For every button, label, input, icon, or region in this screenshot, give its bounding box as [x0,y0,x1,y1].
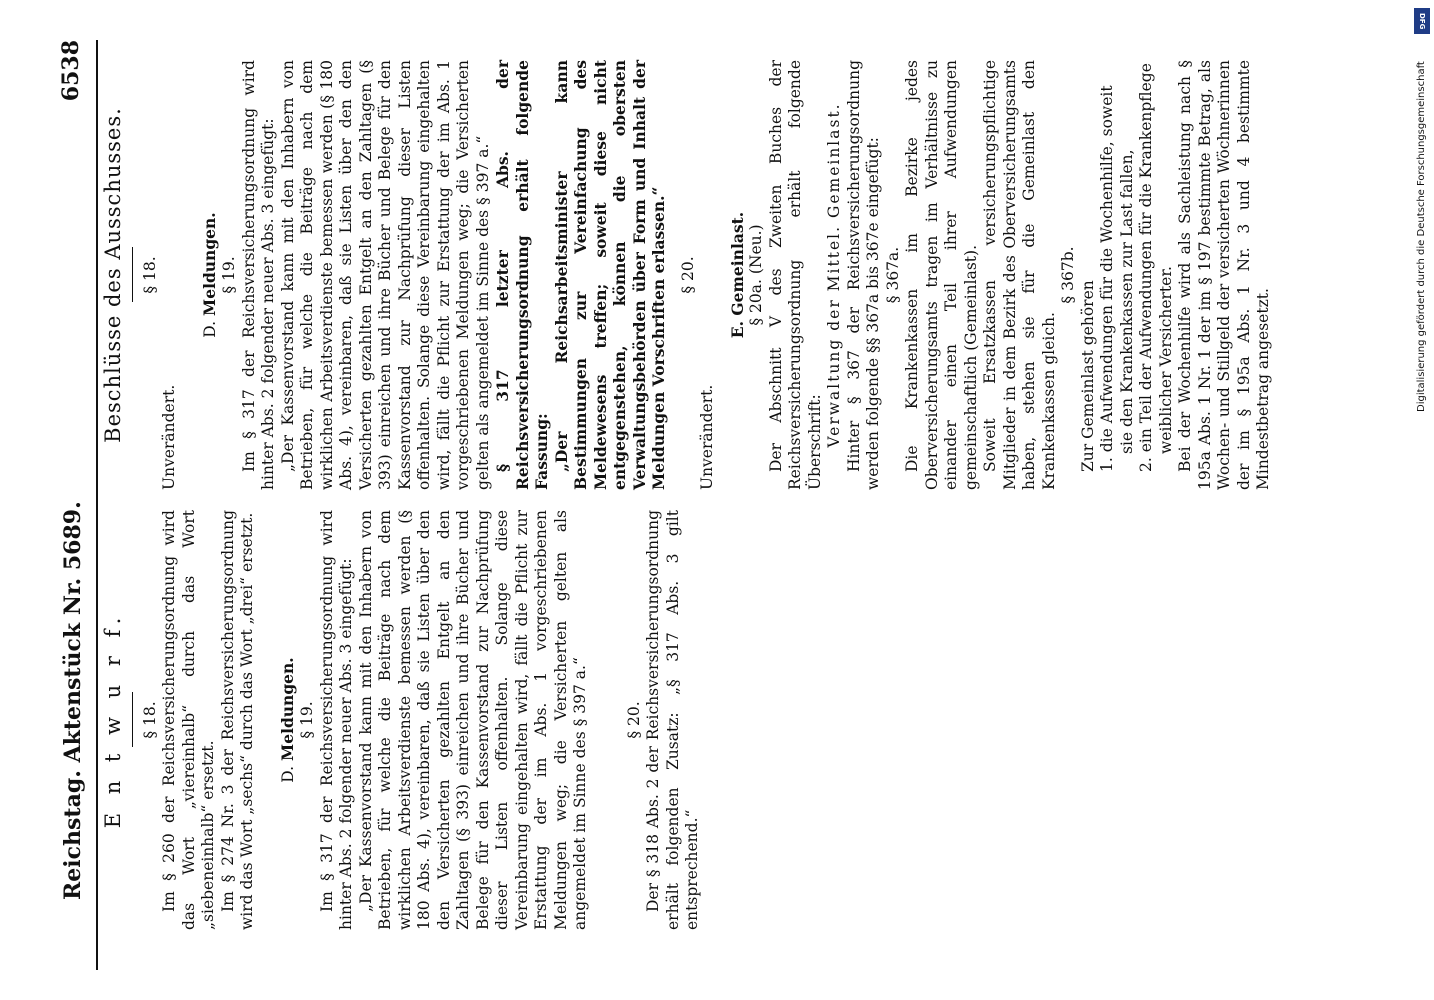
draft-column-title: E n t w u r f. [101,611,125,829]
draft-column [100,510,703,930]
paragraph: Im § 317 der Reichsversicherungsordnung wird hinter Abs. 2 folgender neuer Abs. 3 eingefügt: [317,510,355,930]
section-heading: § 367a. [883,246,902,304]
paragraph: Der § 318 Abs. 2 der Reichsversicherungsordnung erhält folgenden Zusatz: „§ 317 Abs. 3 gilt entsprechend.“ [644,510,701,930]
paragraph: Der Abschnitt V des Zweiten Buches der Reichsversicherungsordnung erhält folgende Überschrift: [766,60,824,490]
section-heading: § 20. [624,701,643,739]
paragraph: Unverändert. [698,384,716,490]
committee-column [100,60,1274,490]
title-rule [132,693,133,748]
paragraph: Bei der Wochenhilfe wird als Sachleistung nach § 195a Abs. 1 Nr. 1 der im § 197 bestimmte Betrag, als Wochen- und Stillgeld der versicherten Wöchnerinnen der im § 195a Abs. 1 Nr. 3 und 4 bestimmte Mindestbetrag angesetzt. [1176,60,1272,490]
part-title: Meldungen. [277,657,297,761]
section-heading: § 18. [140,701,159,739]
part-heading [278,510,299,930]
heading-quote: Verwaltung der Mittel. Gemeinlast. [825,102,843,448]
part-heading [728,60,748,490]
committee-column-title: Beschlüsse des Ausschusses. [101,107,125,443]
page-header [50,40,98,970]
paragraph: Im § 274 Nr. 3 der Reichsversicherungsordnung wird das Wort „sechs“ durch das Wort „drei“ ersetzt. [218,510,256,930]
part-label: D. [278,765,297,783]
paragraph: Im § 317 der Reichsversicherungsordnung wird hinter Abs. 2 folgender neuer Abs. 3 eingefügt: [239,60,277,490]
part-label: D. [200,320,219,338]
digitization-footer [1412,12,1432,990]
section-heading: § 18. [140,256,159,294]
paragraph: Im § 260 der Reichsversicherungsordnung wird das Wort „viereinhalb“ durch das Wort „siebeneinhalb“ ersetzt. [160,510,217,930]
part-title: Meldungen. [199,212,219,316]
paragraph: Unverändert. [160,384,178,490]
paragraph-bold: „Der Reichsarbeitsminister kann Bestimmungen zur Vereinfachung des Meldewesens treffen; soweit diese nicht entgegenstehen, können die obersten Verwaltungsbehörden über Form und Inhalt der Meldungen Vorschriften erlassen.“ [551,60,668,490]
paragraph: Soweit Ersatzkassen versicherungspflichtige Mitglieder in dem Bezirk des Oberversicherungsamts haben, stehen sie für die Gemeinlast den Krankenkassen gleich. [981,60,1058,490]
dfg-logo: DFG [1414,8,1430,34]
paragraph: Zur Gemeinlast gehören [1078,280,1097,472]
rotated-document-page [50,40,1330,970]
paragraph: Hinter § 367 der Reichsversicherungsordnung werden folgende §§ 367a bis 367e eingefügt: [844,60,882,490]
page-number: 6538 [58,40,84,102]
section-heading: § 20. [678,256,697,294]
section-heading: § 19. [220,256,238,294]
section-heading: § 19. [298,701,316,739]
paragraph-bold: § 317 letzter Abs. der Reichsversicherungsordnung erhält folgende Fassung: [493,60,551,490]
section-heading: § 367b. [1059,246,1077,304]
part-heading [200,60,221,490]
header-title: Reichstag. Aktenstück Nr. 5689. [60,501,86,900]
part-title: Gemeinlast. [727,211,747,316]
paragraph: „Der Kassenvorstand kann mit den Inhabern von Betrieben, für welche die Beiträge nach dem wirklichen Arbeitsverdienste bemessen werden (§ 180 Abs. 4), vereinbaren, daß sie Listen über den den Versicherten gezahlten Entgelt an den Zahltagen (§ 393) einreichen und ihre Bücher und Belege für den Kassenvorstand zur Nachprüfung dieser Listen offenhalten. Solange diese Vereinbarung eingehalten wird, fällt die Pflicht zur Erstattung der im Abs. 1 vorgeschriebenen Meldungen weg; die Versicherten gelten als angemeldet im Sinne des § 397 a.“ [356,510,589,930]
section-heading: § 20a. (Neu.) [747,224,765,326]
list-item: 2. ein Teil der Aufwendungen für die Krankenpflege weiblicher Versicherter. [1137,63,1175,472]
list-item: 1. die Aufwendungen für die Wochenhilfe, soweit sie den Krankenkassen zur Last fallen, [1098,85,1136,472]
part-label: E. [727,320,747,339]
paragraph: „Der Kassenvorstand kann mit den Inhabern von Betrieben, für welche die Beiträge nach dem wirklichen Arbeitsverdienste bemessen werden (§ 180 Abs. 4), vereinbaren, daß sie Listen über den den Versicherten gezahlten Entgelt an den Zahltagen (§ 393) einreichen und ihre Bücher und Belege für den Kassenvorstand zur Nachprüfung dieser Listen offenhalten. Solange diese Vereinbarung eingehalten wird, fällt die Pflicht zur Erstattung der im Abs. 1 vorgeschriebenen Meldungen weg; die Versicherten gelten als angemeldet im Sinne des § 397 a.“ [278,60,492,490]
enumeration [1098,60,1176,490]
title-rule [132,248,133,303]
paragraph: Die Krankenkassen im Bezirke jedes Oberversicherungsamts tragen im Verhältnisse zu einander einen Teil ihrer Aufwendungen gemeinschaftlich (Gemeinlast). [903,60,980,490]
funding-note: Digitalisierung gefördert durch die Deutsche Forschungsgemeinschaft [1416,61,1427,412]
